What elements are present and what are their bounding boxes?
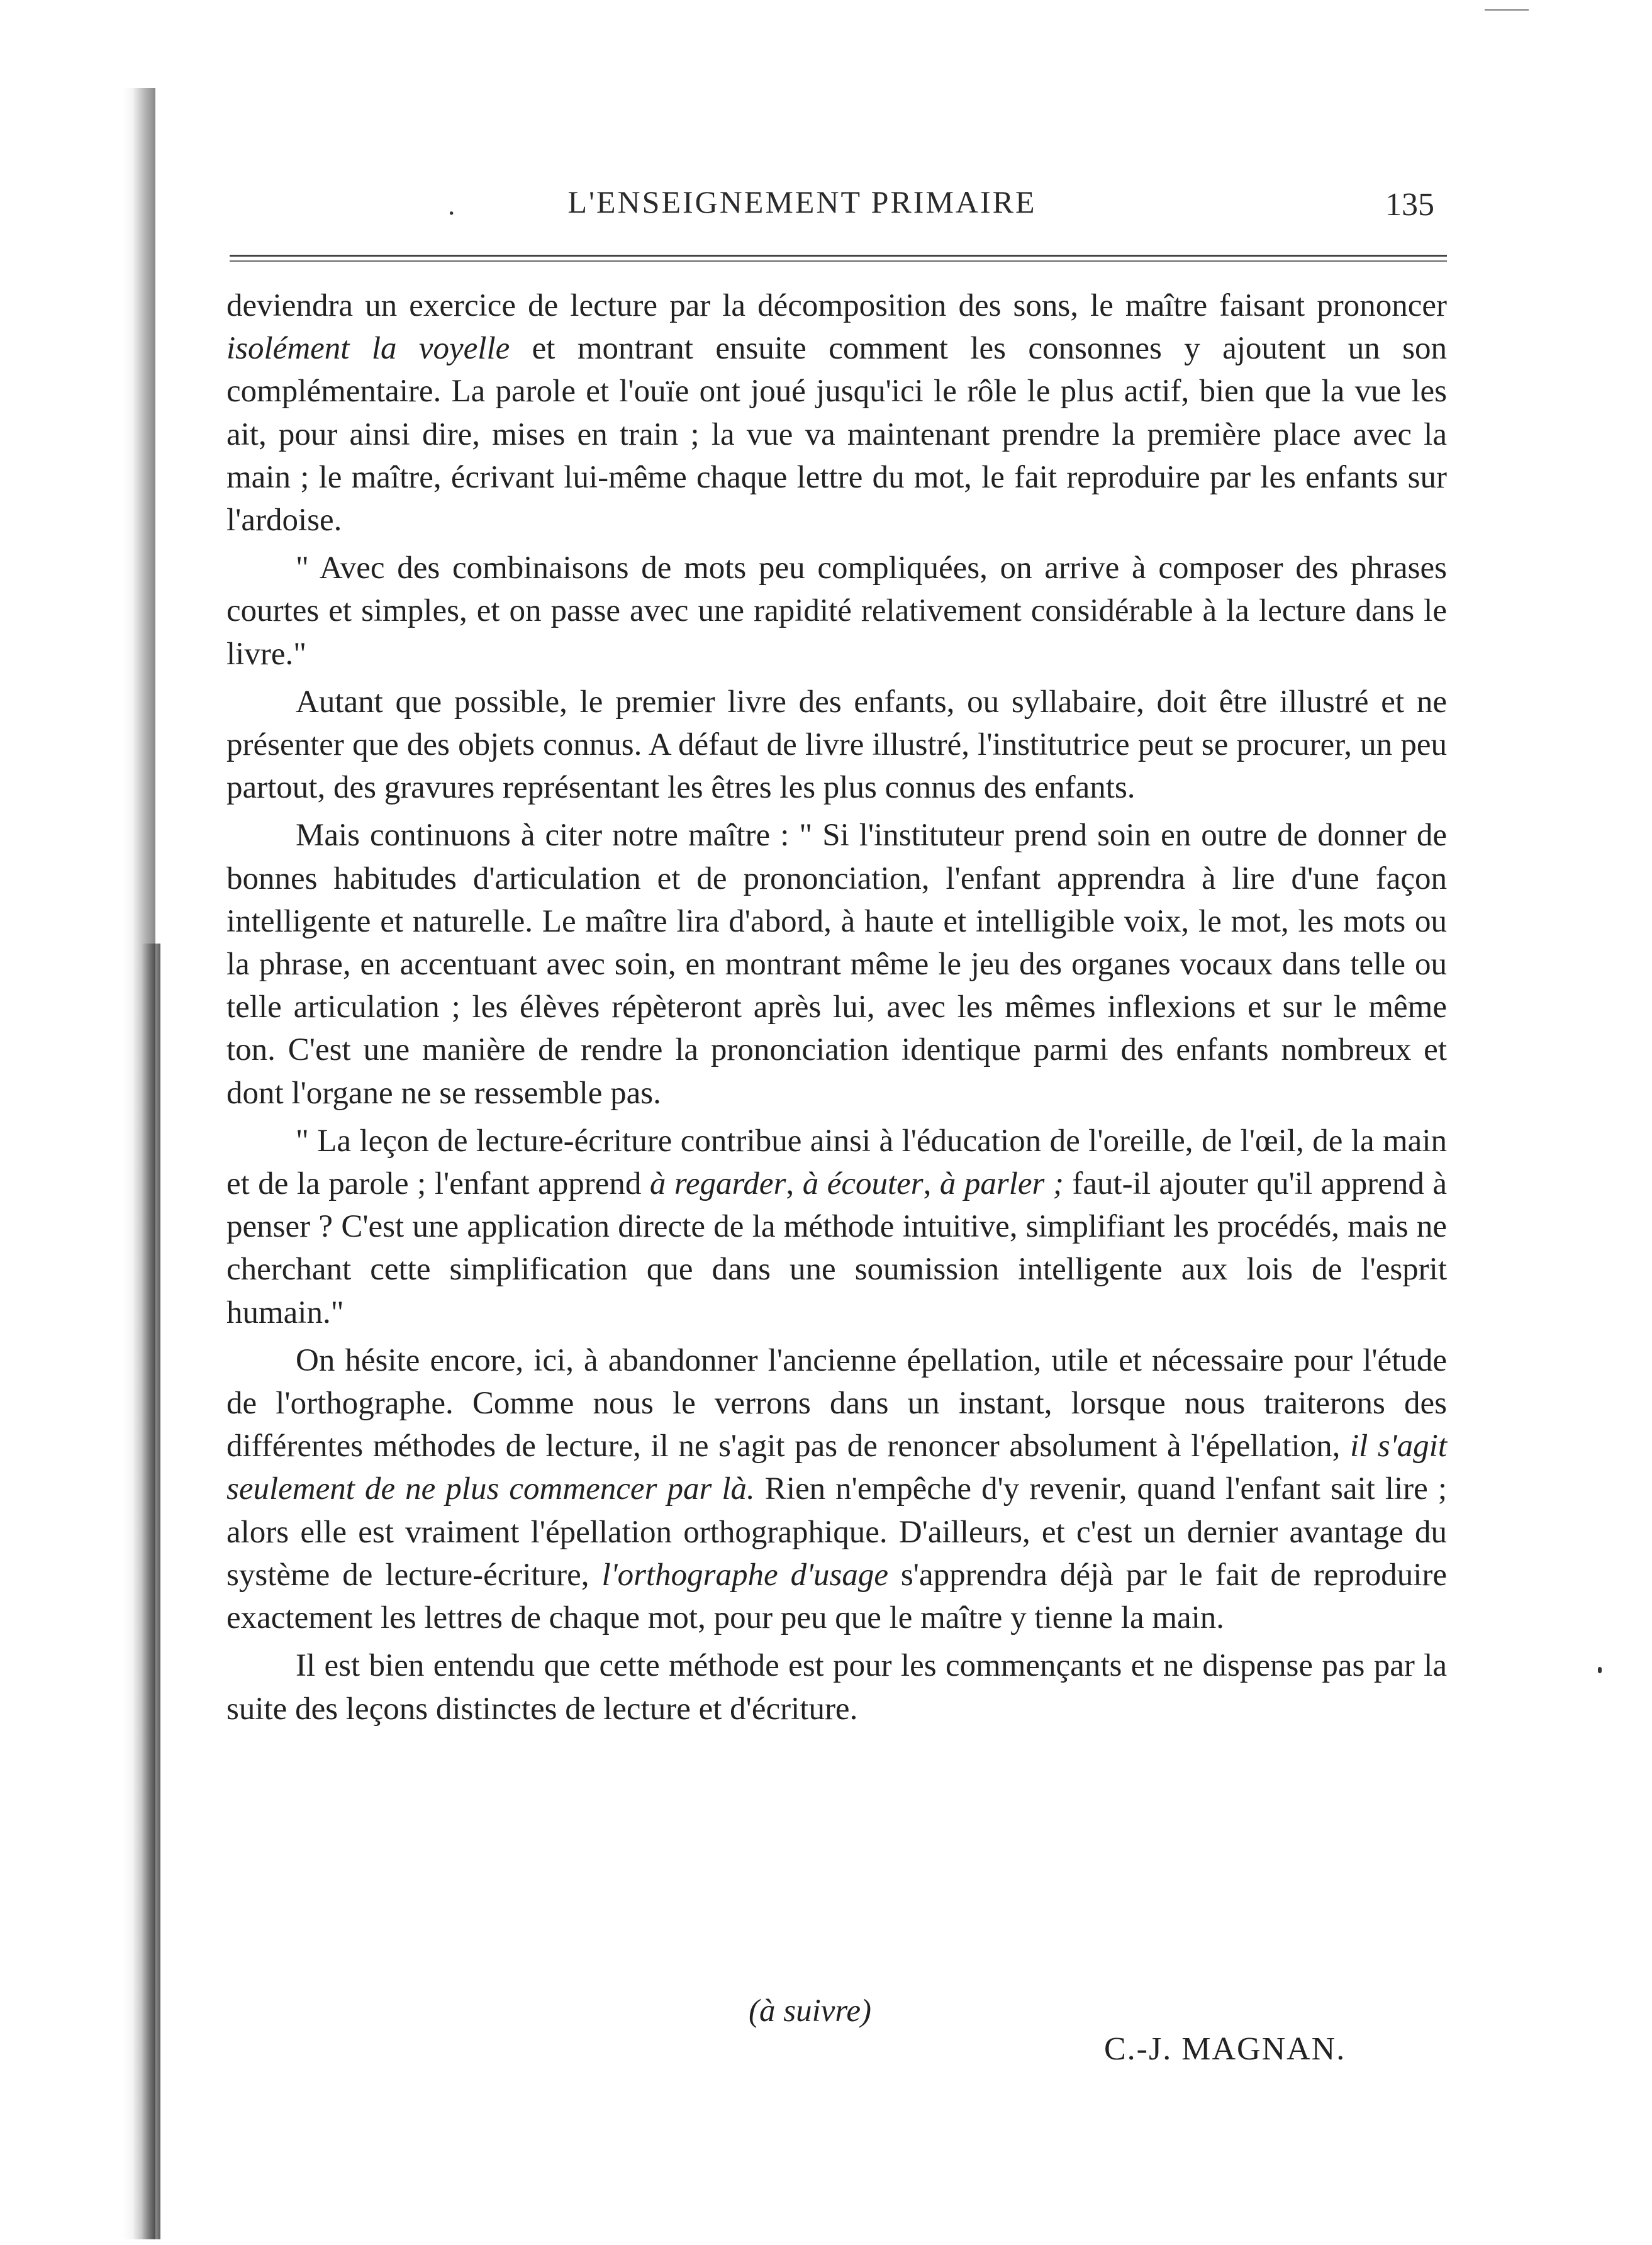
scan-mark bbox=[1485, 9, 1529, 11]
page-number: 135 bbox=[1385, 187, 1434, 223]
binding-shadow-dark bbox=[142, 944, 160, 2239]
paragraph-p1 bbox=[226, 284, 1447, 542]
text-run: " Avec des combinaisons de mots peu compliquées, on arrive à composer des phrases courtes et simples, et on passe avec une rapidité relativement considérable à la lecture dans le livre." bbox=[226, 550, 1447, 672]
text-run: deviendra un exercice de lecture par la décomposition des sons, le maître faisant prononcer bbox=[226, 288, 1447, 323]
paragraph-p6 bbox=[226, 1339, 1447, 1639]
text-run: " La leçon de lecture-écriture contribue ainsi à l'éducation de l'oreille, de l'œil, de la main et de la parole ; l'enfant apprend bbox=[226, 1123, 1447, 1202]
text-run: Rien n'empêche d'y revenir, quand l'enfant sait lire ; alors elle est vraiment l'épellation orthographique. D'ailleurs, et c'est un dernier avantage du système de lecture-écriture, bbox=[226, 1471, 1447, 1593]
paragraph-p7 bbox=[226, 1644, 1447, 1730]
text-run: , bbox=[786, 1166, 803, 1202]
text-run: s'apprendra déjà par le fait de reproduire exactement les lettres de chaque mot, pour peu que le maître y tienne la main. bbox=[226, 1557, 1448, 1636]
italic-text: l'orthographe d'usage bbox=[601, 1557, 888, 1593]
paragraph-p5 bbox=[226, 1120, 1447, 1334]
page-header bbox=[226, 184, 1453, 234]
italic-text: il s'agit seulement de ne plus commencer par là. bbox=[226, 1429, 1447, 1507]
article-body bbox=[226, 284, 1447, 1730]
paragraph-p4 bbox=[226, 814, 1447, 1114]
author-signature: C.-J. MAGNAN. bbox=[1104, 2031, 1346, 2067]
text-run: , bbox=[923, 1166, 940, 1202]
header-rule bbox=[230, 255, 1447, 257]
ink-speck bbox=[1598, 1667, 1602, 1673]
continuation-note: (à suivre) bbox=[749, 1993, 871, 2029]
running-head: L'ENSEIGNEMENT PRIMAIRE bbox=[567, 184, 1037, 220]
text-run: Il est bien entendu que cette méthode est pour les commençants et ne dispense pas par la suite des leçons distinctes de lecture et d'écriture. bbox=[226, 1648, 1447, 1727]
text-run: On hésite encore, ici, à abandonner l'ancienne épellation, utile et nécessaire pour l'étude de l'orthographe. Comme nous le verrons dans un instant, lorsque nous traiterons des différentes méthodes de lecture, il ne s'agit pas de renoncer absolument à l'épellation, bbox=[226, 1342, 1447, 1464]
header-rule-secondary bbox=[230, 260, 1447, 262]
italic-text: isolément la voyelle bbox=[226, 331, 510, 367]
text-run: faut-il ajouter qu'il apprend à penser ? C'est une application directe de la méthode intuitive, simplifiant les procédés, mais ne cherchant cette simplification que dans une soumission intelligente aux lois de l'esprit humain." bbox=[226, 1166, 1448, 1330]
italic-text: à parler ; bbox=[939, 1166, 1064, 1202]
italic-text: à regarder bbox=[649, 1166, 786, 1202]
italic-text: à écouter bbox=[802, 1166, 924, 1202]
text-run: et montrant ensuite comment les consonnes y ajoutent un son complémentaire. La parole et l'ouïe ont joué jusqu'ici le rôle le plus actif, bien que la vue les ait, pour ainsi dire, mises en train ; la vue va maintenant prendre la première place avec la main ; le maître, écrivant lui-même chaque lettre du mot, le fait reproduire par les enfants sur l'ardoise. bbox=[226, 331, 1448, 538]
header-bullet: · bbox=[447, 197, 457, 229]
text-run: Autant que possible, le premier livre des enfants, ou syllabaire, doit être illustré et ne présenter que des objets connus. A défaut de livre illustré, l'institutrice peut se procurer, un peu partout, des gravures représentant les êtres les plus connus des enfants. bbox=[226, 684, 1447, 806]
paragraph-p2 bbox=[226, 547, 1447, 676]
text-run: Mais continuons à citer notre maître : " Si l'instituteur prend soin en outre de donner de bonnes habitudes d'articulation et de prononciation, l'enfant apprendra à lire d'une façon intelligente et naturelle. Le maître lira d'abord, à haute et intelligible voix, le mot, les mots ou la phrase, en accentuant avec soin, en montrant même le jeu des organes vocaux dans telle ou telle articulation ; les élèves répèteront après lui, avec les mêmes inflexions et sur le même ton. C'est une manière de rendre la prononciation identique parmi des enfants nombreux et dont l'organe ne se ressemble pas. bbox=[226, 818, 1447, 1111]
paragraph-p3 bbox=[226, 681, 1447, 810]
